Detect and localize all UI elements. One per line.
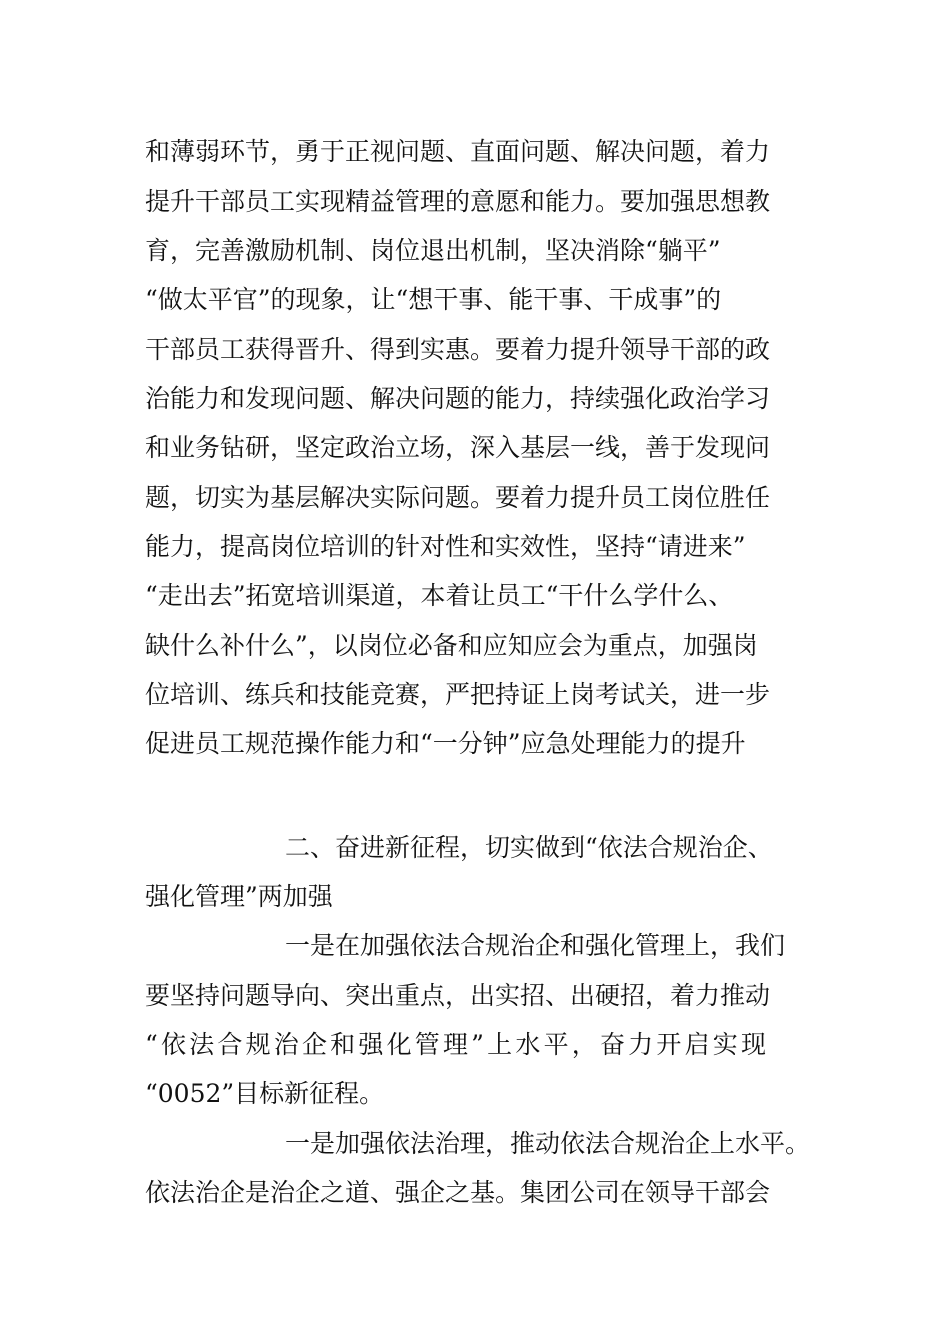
section-heading-line: 强化管理”两加强 — [145, 882, 333, 911]
section-heading-line: 二、奋进新征程，切实做到“依法合规治企、 — [285, 833, 773, 862]
body-text-line: 和业务钻研，坚定政治立场，深入基层一线，善于发现问 — [145, 433, 771, 462]
body-text-line: 一是加强依法治理，推动依法合规治企上水平。 — [285, 1129, 811, 1158]
body-text-line: “做太平官”的现象，让“想干事、能干事、干成事”的 — [145, 285, 722, 314]
body-text-line: 治能力和发现问题、解决问题的能力，持续强化政治学习 — [145, 384, 771, 413]
body-text-line: 干部员工获得晋升、得到实惠。要着力提升领导干部的政 — [145, 335, 771, 364]
body-text-line: 位培训、练兵和技能竞赛，严把持证上岗考试关，进一步 — [145, 680, 771, 709]
body-text-line: 依法治企是治企之道、强企之基。集团公司在领导干部会 — [145, 1178, 771, 1207]
body-text-line: “0052”目标新征程。 — [145, 1079, 385, 1108]
body-text-line: 要坚持问题导向、突出重点，出实招、出硬招，着力推动 — [145, 981, 771, 1010]
body-text-line: 一是在加强依法合规治企和强化管理上，我们 — [285, 931, 786, 960]
body-text-line: 题，切实为基层解决实际问题。要着力提升员工岗位胜任 — [145, 483, 771, 512]
body-text-line: 促进员工规范操作能力和“一分钟”应急处理能力的提升 — [145, 729, 746, 758]
body-text-line: 提升干部员工实现精益管理的意愿和能力。要加强思想教 — [145, 187, 771, 216]
body-text-line: 缺什么补什么”，以岗位必备和应知应会为重点，加强岗 — [145, 631, 758, 660]
body-text-line: “走出去”拓宽培训渠道，本着让员工“干什么学什么、 — [145, 581, 734, 610]
body-text-line: “依法合规治企和强化管理”上水平，奋力开启实现 — [145, 1030, 770, 1059]
body-text-line: 育，完善激励机制、岗位退出机制，坚决消除“躺平” — [145, 236, 721, 265]
body-text-line: 和薄弱环节，勇于正视问题、直面问题、解决问题，着力 — [145, 137, 771, 166]
body-text-line: 能力，提高岗位培训的针对性和实效性，坚持“请进来” — [145, 532, 746, 561]
